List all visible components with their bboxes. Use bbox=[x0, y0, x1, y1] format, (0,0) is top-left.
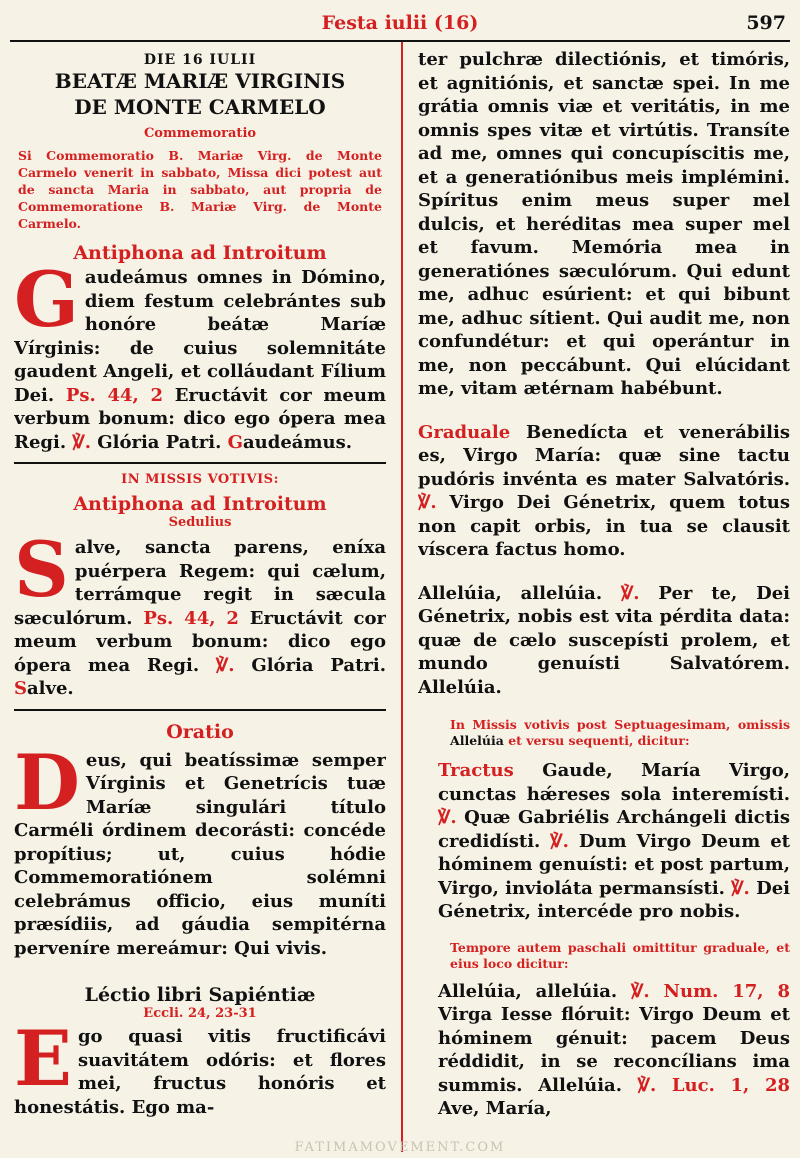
graduale-body1: Benedícta et venerábilis es, Virgo María: quæ sine tactu pudóris invénta es mater Salvatóris. bbox=[418, 421, 790, 490]
oratio-dropcap: D bbox=[14, 737, 80, 827]
paschal-body1: Allelúia, allelúia. bbox=[438, 980, 618, 1002]
oratio-text bbox=[14, 737, 386, 961]
lectio-text bbox=[14, 1014, 386, 1119]
opening-rubric: Si Commemoratio B. Mariæ Virg. de Monte Carmelo venerit in sabbato, Missa dici potest aut de sancta Maria in sabbato, aut propria de Commemoratione B. Mariæ Virg. de Monte Carmelo. bbox=[18, 148, 382, 231]
lectio-dropcap: E bbox=[14, 1014, 72, 1103]
lectio-ref: Eccli. 24, 23-31 bbox=[143, 1006, 257, 1021]
tractus-text bbox=[438, 759, 790, 924]
column-divider bbox=[401, 42, 403, 1152]
votive-repeat-cap: S bbox=[14, 678, 27, 699]
watermark: FATIMAMOVEMENT.COM bbox=[294, 1140, 506, 1155]
votive-repeat-rest: alve. bbox=[27, 678, 74, 699]
votive-dropcap: S bbox=[14, 525, 69, 614]
tractus-rubric-part1: In Missis votivis post Septuagesimam, omissis bbox=[450, 717, 790, 732]
paschal-body3: Ave, María, bbox=[438, 1098, 552, 1119]
oratio-heading: Oratio bbox=[166, 720, 234, 743]
feast-title-line2: DE MONTE CARMELO bbox=[74, 95, 326, 119]
introit-repeat-cap: G bbox=[227, 431, 244, 453]
graduale-text bbox=[418, 421, 790, 562]
introit-psalm-ref: Ps. 44, 2 bbox=[65, 384, 164, 406]
paschal-ref2: Luc. 1, 28 bbox=[671, 1074, 790, 1096]
day-label: DIE 16 IULII bbox=[143, 52, 257, 68]
introit-text bbox=[14, 255, 386, 454]
versicle-mark: ℣. bbox=[631, 980, 650, 1002]
page-number: 597 bbox=[746, 12, 786, 34]
paschal-body2: Virga Iesse flóruit: Virgo Deum et hóminem génuit: pacem Deus réddidit, in se reconcílians ima summis. Allelúia. bbox=[438, 1004, 790, 1096]
section-rule bbox=[14, 462, 386, 464]
tractus-rubric-alleluia: Allelúia bbox=[450, 733, 504, 748]
tractus-body4: Dei Génetrix, intercéde pro nobis. bbox=[438, 877, 790, 922]
tractus-label: Tractus bbox=[438, 760, 514, 781]
tractus-rubric-part2: et versu sequenti, dicitur: bbox=[508, 733, 690, 748]
paschal-text bbox=[438, 980, 790, 1121]
versicle-mark: ℣. bbox=[72, 431, 91, 453]
alleluia-body2: Per te, Dei Génetrix, nobis est vita pérdita data: quæ de cælo suscepísti prolem, et mundo genuísti Salvatórem. Allelúia. bbox=[418, 582, 790, 698]
versicle-mark: ℣. bbox=[550, 830, 569, 852]
commemoratio-label: Commemoratio bbox=[143, 126, 257, 141]
votive-psalm-text: Eructávit cor meum verbum bonum: dico ego ópera mea Regi. bbox=[14, 607, 386, 676]
versicle-mark: ℣. bbox=[438, 807, 457, 828]
left-column bbox=[14, 48, 386, 1152]
page-title: Festa iulii (16) bbox=[321, 12, 479, 34]
versicle-mark: ℣. bbox=[620, 582, 640, 604]
votive-author: Sedulius bbox=[168, 515, 232, 530]
votive-introit-heading: Antiphona ad Introitum bbox=[73, 493, 327, 515]
header-rule bbox=[10, 40, 790, 42]
alleluia-text bbox=[418, 582, 790, 700]
introit-gloria: Glória Patri. bbox=[97, 431, 222, 453]
introit-repeat-rest: audeámus. bbox=[243, 431, 352, 453]
graduale-label: Graduale bbox=[418, 421, 511, 443]
feast-title-line1: BEATÆ MARIÆ VIRGINIS bbox=[54, 69, 346, 93]
tractus-body1: Gaude, María Virgo, cunctas hǽreses sola interemísti. bbox=[438, 760, 790, 805]
page-header bbox=[0, 0, 800, 42]
versicle-mark: ℣. bbox=[418, 492, 437, 513]
versicle-mark: ℣. bbox=[731, 877, 750, 899]
versicle-mark: ℣. bbox=[215, 654, 235, 676]
versicle-mark: ℣. bbox=[637, 1074, 657, 1096]
introit-psalm-text: Eructávit cor meum verbum bonum: dico ego ópera mea Regi. bbox=[14, 384, 386, 453]
lectio-body: go quasi vitis fructificávi suavitátem odóris: et flores mei, fructus honóris et honestátis. Ego ma- bbox=[14, 1026, 386, 1118]
lectio-title: Léctio libri Sapiéntiæ bbox=[84, 984, 316, 1006]
oratio-body: eus, qui beatíssimæ semper Vírginis et Genetrícis tuæ Maríæ singulári título Carméli órdinem decorásti: concéde propítius; ut, cuius hódie Commemoratiónem solémni celebrámus officio, eius muníti præsídiis, ad gáudia sempitérna perveníre mereámur: Qui vivis. bbox=[14, 749, 386, 959]
introit-body: audeámus omnes in Dómino, diem festum celebrántes sub honóre beátæ Maríæ Vírginis: de cuius solemnitáte gaudent Angeli, et colláudant Fílium Dei. bbox=[14, 267, 386, 406]
introit-heading: Antiphona ad Introitum bbox=[73, 242, 327, 264]
tractus-rubric bbox=[450, 717, 790, 749]
votive-introit-text bbox=[14, 525, 386, 701]
paschal-ref1: Num. 17, 8 bbox=[663, 980, 790, 1002]
paschal-rubric: Tempore autem paschali omittitur graduale, et eius loco dicitur: bbox=[450, 939, 790, 971]
graduale-body2: Virgo Dei Génetrix, quem totus non capit orbis, in tua se clausit víscera factus homo. bbox=[418, 492, 790, 560]
tractus-body3: Dum Virgo Deum et hóminem genuísti: et post partum, Virgo, invioláta permansísti. bbox=[438, 830, 790, 899]
votive-body: alve, sancta parens, eníxa puérpera Regem: qui cælum, terrámque regit in sæcula sæculórum. bbox=[14, 537, 386, 629]
votive-gloria: Glória Patri. bbox=[251, 654, 386, 676]
alleluia-body1: Allelúia, allelúia. bbox=[418, 582, 603, 604]
lectio-continuation: ter pulchræ dilectiónis, et timóris, et agnitiónis, et sanctæ spei. In me grátia omnis viæ et veritátis, in me omnis spes vitæ et virtútis. Transíte ad me, omnes qui concupíscitis me, et a generatiónibus meis implémini. Spíritus enim meus super mel dulcis, et heréditas mea super mel et favum. Memória mea in generatiónes sæculórum. Qui edunt me, adhuc esúrient: et qui bibunt me, adhuc sítient. Qui audit me, non confundétur: et qui operántur in me, non peccábunt. Qui elúcidant me, vitam ætérnam habébunt. bbox=[418, 49, 790, 399]
section-rule bbox=[14, 709, 386, 711]
votive-label: IN MISSIS VOTIVIS: bbox=[121, 472, 279, 487]
introit-dropcap: G bbox=[14, 255, 79, 344]
right-column bbox=[418, 48, 790, 1152]
tractus-body2: Quæ Gabriélis Archángeli dictis credidísti. bbox=[438, 807, 790, 852]
votive-psalm-ref: Ps. 44, 2 bbox=[143, 607, 239, 629]
